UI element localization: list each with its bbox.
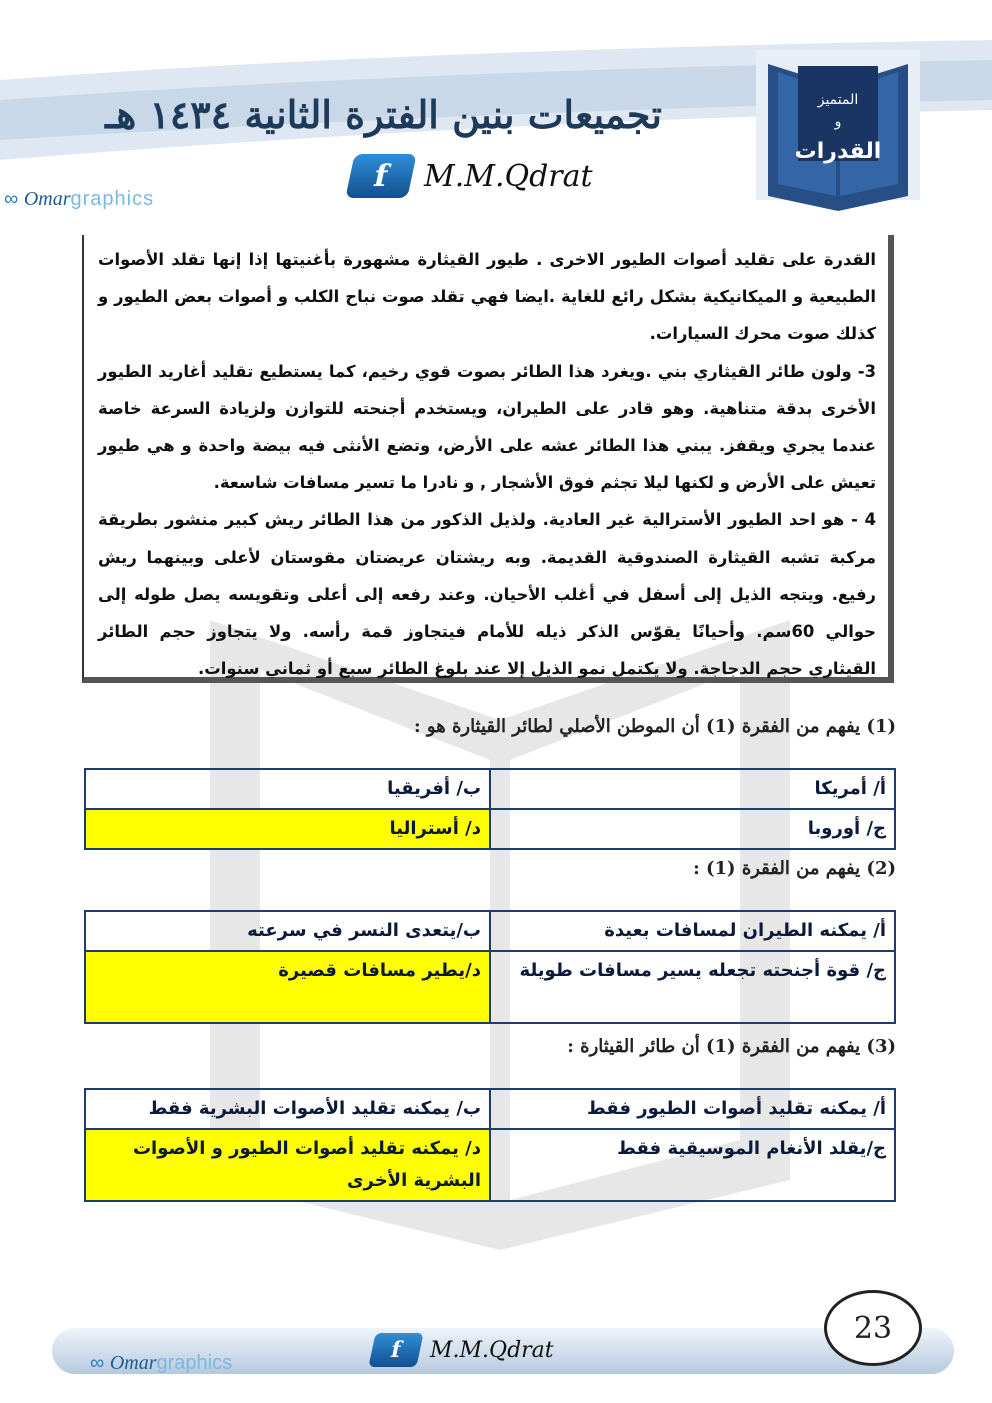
q3-option-a[interactable]: أ/ يمكنه تقليد أصوات الطيور فقط: [490, 1089, 895, 1129]
q1-option-d-correct[interactable]: د/ أستراليا: [85, 809, 490, 849]
passage-paragraph-4: 4 - هو احد الطيور الأسترالية غير العادية. ولذيل الذكور من هذا الطائر ريش كبير منشور بطريقة مركبة تشبه القيثارة الصندوقية القديمة. وبه ريشتان عريضتان مقوستان لأعلى وبينهما ريش رفيع. ويتجه الذيل إلى أسفل في أغلب الأحيان. وعند رفعه إلى أعلى وتقويسه يصل طوله إلى حوالي 60سم. وأحيانًا يقوّس الذكر ذيله للأمام فيتجاوز قمة رأسه. ولا يتجاوز حجم الطائر القيثاري حجم الدجاجة. ولا يكتمل نمو الذيل إلا عند بلوغ الطائر سبع أو ثماني سنوات.: [98, 510, 876, 679]
q1-option-b[interactable]: ب/ أفريقيا: [85, 769, 490, 809]
question-2-text: (2) يفهم من الفقرة (1) :: [693, 858, 896, 879]
footer-brand: [372, 1333, 554, 1367]
logo-text-top: المتميز: [817, 92, 859, 108]
question-1-options: [84, 768, 896, 850]
q3-option-b[interactable]: ب/ يمكنه تقليد الأصوات البشرية فقط: [85, 1089, 490, 1129]
omar-graphics-logo: [4, 188, 154, 211]
footer-omar-icon: ∞: [90, 1352, 105, 1374]
footer-omar-graphics-logo: [90, 1352, 232, 1375]
question-1-text: (1) يفهم من الفقرة (1) أن الموطن الأصلي لطائر القيثارة هو :: [413, 716, 896, 737]
q3-option-c[interactable]: ج/يقلد الأنغام الموسيقية فقط: [490, 1129, 895, 1201]
omar-logo-prefix: Omar: [23, 188, 71, 210]
footer-omar-prefix: Omar: [109, 1352, 157, 1374]
facebook-icon: f: [345, 154, 416, 198]
omar-logo-suffix: graphics: [70, 188, 155, 210]
q1-option-c[interactable]: ج/ أوروبا: [490, 809, 895, 849]
q1-option-a[interactable]: أ/ أمريكا: [490, 769, 895, 809]
logo-text-main: القدرات: [794, 139, 882, 164]
footer-omar-suffix: graphics: [156, 1352, 233, 1374]
q2-option-c[interactable]: ج/ قوة أجنحته تجعله يسير مسافات طويلة: [490, 951, 895, 1023]
question-3-text: (3) يفهم من الفقرة (1) أن طائر القيثارة :: [567, 1036, 896, 1057]
footer-brand-name: M.M.Qdrat: [430, 1337, 554, 1363]
q2-option-b[interactable]: ب/يتعدى النسر في سرعته: [85, 911, 490, 951]
page-number: 23: [824, 1290, 922, 1366]
q2-option-a[interactable]: أ/ يمكنه الطيران لمسافات بعيدة: [490, 911, 895, 951]
footer-facebook-icon: f: [368, 1333, 423, 1367]
q2-option-d-correct[interactable]: د/يطير مسافات قصيرة: [85, 951, 490, 1023]
question-2-options: [84, 910, 896, 1024]
question-3-options: [84, 1088, 896, 1202]
reading-passage: [82, 235, 894, 683]
brand-name: M.M.Qdrat: [424, 158, 593, 194]
logo-text-mid: و: [834, 114, 842, 130]
page-title: تجميعات بنين الفترة الثانية ١٤٣٤ هـ: [105, 92, 662, 137]
omar-logo-icon: ∞: [4, 188, 19, 210]
q3-option-d-correct[interactable]: د/ يمكنه تقليد أصوات الطيور و الأصوات البشرية الأخرى: [85, 1129, 490, 1201]
header-brand: [350, 150, 593, 202]
qdrat-book-logo: [748, 46, 928, 214]
passage-paragraph-continued: القدرة على تقليد أصوات الطيور الاخرى . طيور القيثارة مشهورة بأغنيتها إذا إنها تقلد الأصوات الطبيعية و الميكانيكية بشكل رائع للغاية .ايضا فهي تقلد صوت نباح الكلب و أصوات بعض الطيور و كذلك صوت محرك السيارات.: [98, 250, 876, 344]
passage-paragraph-3: 3- ولون طائر القيثاري بني .ويغرد هذا الطائر بصوت قوي رخيم، كما يستطيع تقليد أغاريد الطيور الأخرى بدقة متناهية. وهو قادر على الطيران، ويستخدم أجنحته للتوازن ولزيادة السرعة خاصة عندما يجري ويقفز. يبني هذا الطائر عشه على الأرض، وتضع الأنثى فيه بيضة واحدة و هي طيور تعيش على الأرض و لكنها ليلا تجثم فوق الأشجار , و نادرا ما تسير مسافات شاسعة.: [98, 361, 876, 493]
